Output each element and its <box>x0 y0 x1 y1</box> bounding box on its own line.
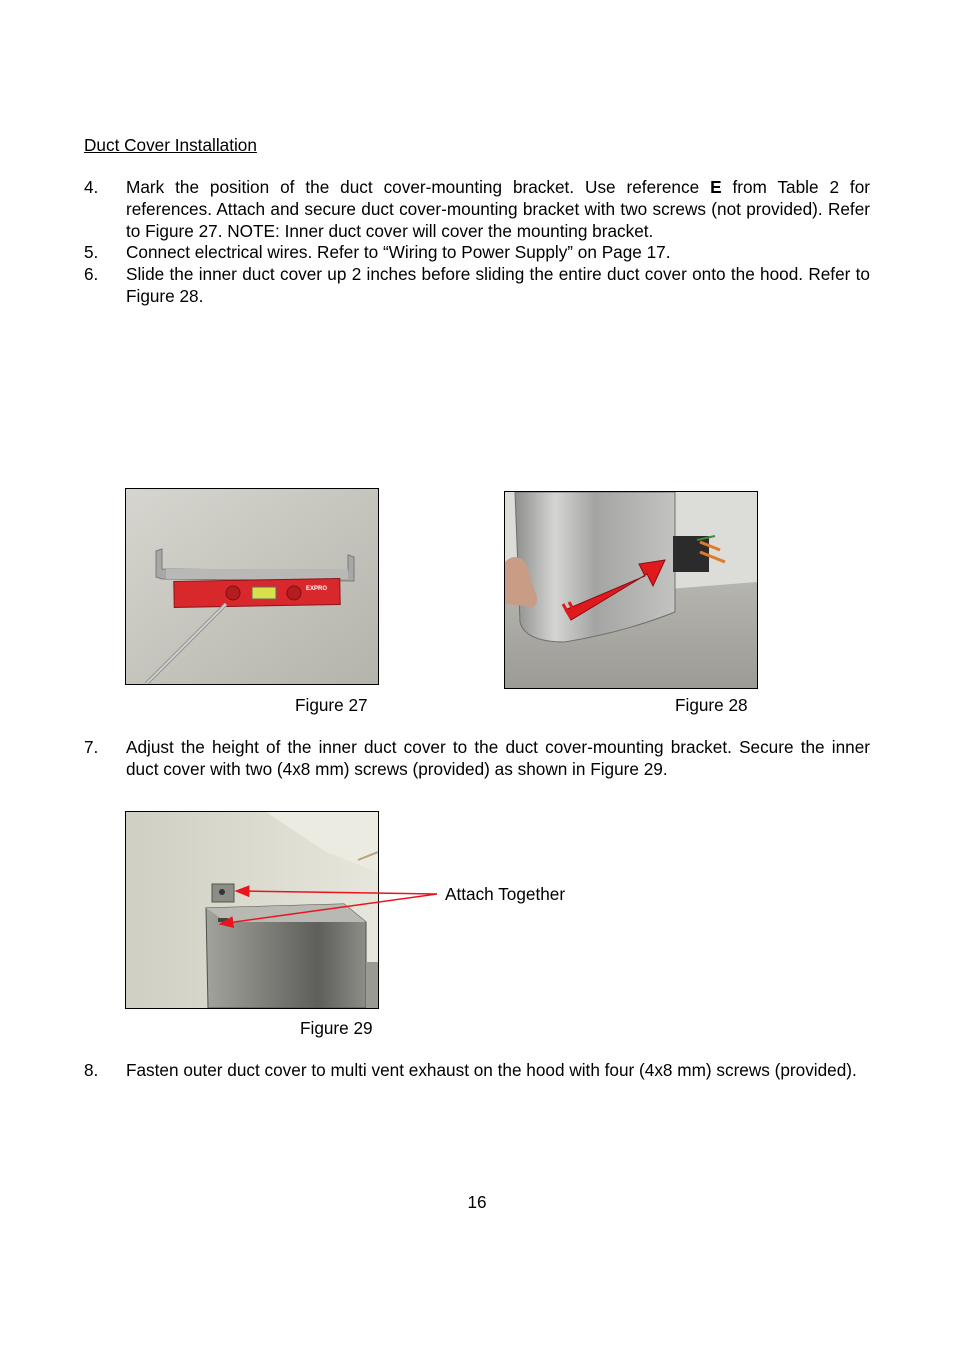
arrow-to-inner-cover <box>220 894 437 924</box>
figure-27-caption: Figure 27 <box>295 695 368 715</box>
step-text: Adjust the height of the inner duct cover to the duct cover-mounting bracket. Secure the inner duct cover with two (4x8 mm) screws (provided) as shown in Figure 29. <box>126 737 870 779</box>
section-title: Duct Cover Installation <box>84 135 257 155</box>
attach-together-label: Attach Together <box>445 884 566 904</box>
step-text: Fasten outer duct cover to multi vent exhaust on the hood with four (4x8 mm) screws (provided). <box>126 1060 857 1080</box>
step-number: 8. <box>84 1060 99 1080</box>
step-text-part: from Table 2 for references. Attach and secure duct cover-mounting bracket with two screws (not provided). Refer to Figure 27. NOTE: Inner duct cover will cover the mounting bracket. <box>126 177 870 241</box>
figure-28-caption: Figure 28 <box>675 695 748 715</box>
page-number: 16 <box>467 1192 487 1212</box>
arrow-to-bracket <box>236 891 437 894</box>
reference-letter: E <box>710 177 722 197</box>
figure-29-caption: Figure 29 <box>300 1018 373 1038</box>
step-text: Connect electrical wires. Refer to “Wiring to Power Supply” on Page 17. <box>126 242 671 262</box>
step-number: 4. <box>84 177 99 197</box>
level-brand: EXPRO <box>306 586 328 592</box>
step-text: Slide the inner duct cover up 2 inches before sliding the entire duct cover onto the hood. Refer to Figure 28. <box>126 264 870 306</box>
step-number: 5. <box>84 242 99 262</box>
step-number: 6. <box>84 264 99 284</box>
step-text-part: Mark the position of the duct cover-mounting bracket. Use reference <box>126 177 711 197</box>
step-8 <box>84 1060 870 1082</box>
step-number: 7. <box>84 737 99 757</box>
